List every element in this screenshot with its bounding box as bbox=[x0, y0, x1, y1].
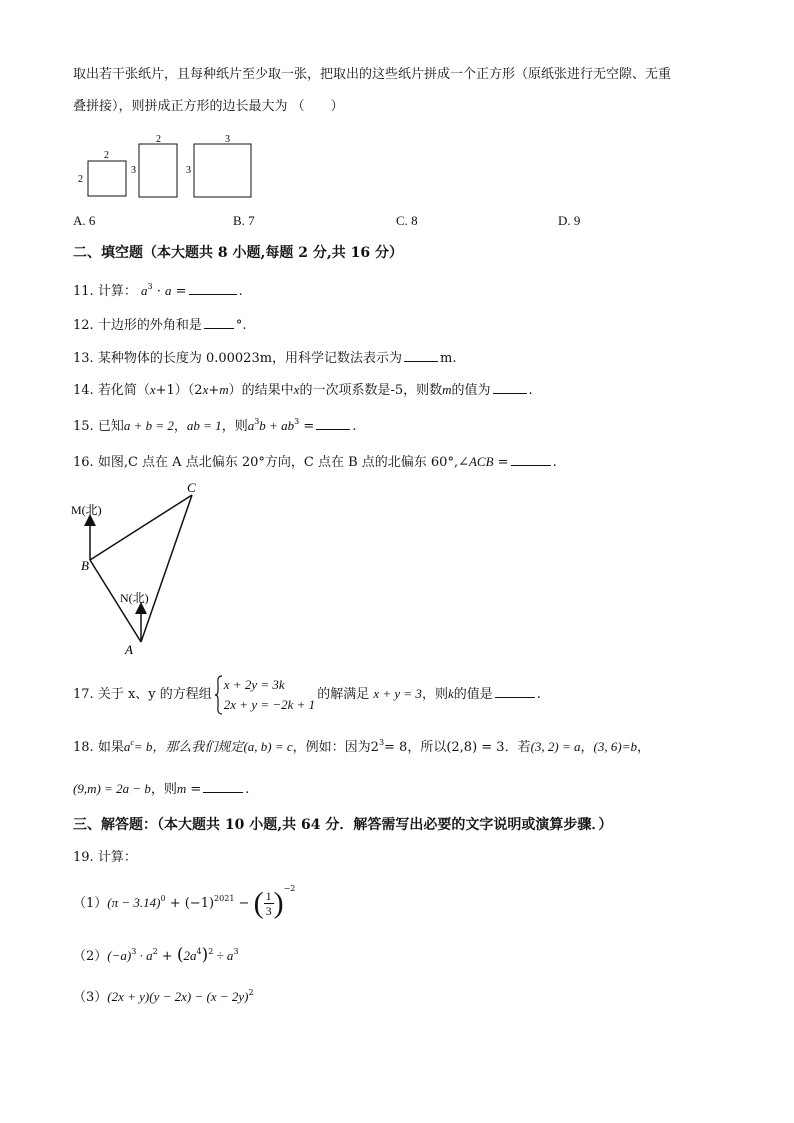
q15-exp-2: 3 bbox=[294, 417, 300, 426]
q11-equals: = bbox=[175, 284, 187, 299]
q18-definition: (a, b) = c bbox=[243, 739, 293, 754]
q18-text-g: ， bbox=[636, 740, 650, 755]
q15-expr-a: a bbox=[247, 418, 255, 433]
rect2-height: 3 bbox=[131, 165, 136, 176]
q17-equation-1: x + 2y = 3k bbox=[223, 676, 285, 692]
q12-unit: °. bbox=[235, 318, 247, 333]
rectangles-figure bbox=[75, 132, 265, 204]
q14-var-x3: x bbox=[293, 382, 300, 397]
q12-number: 12. bbox=[73, 318, 94, 333]
q11-period: . bbox=[238, 284, 243, 299]
q19-part-3 bbox=[73, 987, 254, 1008]
q16-period: . bbox=[552, 455, 557, 470]
point-b-label: B bbox=[81, 558, 89, 573]
q11-exponent: 3 bbox=[147, 282, 153, 291]
direction-triangle-figure bbox=[68, 478, 218, 660]
q19-p2-exp-4: 2 bbox=[208, 947, 214, 956]
q14-text-d: ）的结果中 bbox=[228, 383, 294, 398]
rect2-width: 2 bbox=[156, 134, 161, 145]
side-ac bbox=[141, 495, 192, 642]
question-17 bbox=[73, 674, 541, 715]
q15-text-c: ，则 bbox=[221, 419, 248, 434]
q17-answer-blank[interactable] bbox=[495, 683, 535, 698]
question-15 bbox=[73, 415, 356, 437]
q18-period: . bbox=[245, 782, 250, 797]
q14-text-c: + bbox=[208, 383, 220, 398]
q18-text-c: ，例如：因为 bbox=[292, 740, 371, 755]
q18-text-e: ．若 bbox=[504, 740, 531, 755]
q19-part-3-label: （3） bbox=[73, 990, 108, 1005]
q15-expr-b: b + ab bbox=[259, 418, 295, 433]
q13-answer-blank[interactable] bbox=[404, 347, 438, 362]
rect3-height: 3 bbox=[186, 165, 191, 176]
q19-p1-fraction bbox=[264, 889, 274, 918]
section-3-title: 三、解答题：（本大题共 10 小题,共 64 分．解答需写出必要的文字说明或演算步骤．） bbox=[73, 817, 613, 833]
q16-angle: ∠ACB bbox=[458, 454, 494, 469]
left-paren-icon: ( bbox=[176, 945, 184, 965]
q18-example-result: (2,8) = 3 bbox=[446, 740, 505, 755]
q14-period: . bbox=[528, 383, 533, 398]
q18-text-h: ，则 bbox=[150, 782, 177, 797]
q19-p2-plus: + bbox=[157, 949, 177, 964]
q18-example-base: 2 bbox=[370, 740, 379, 755]
q19-text: 计算： bbox=[97, 850, 137, 865]
q15-condition-1: a + b = 2 bbox=[123, 418, 174, 433]
q18-equals: = bbox=[190, 782, 202, 797]
q14-number: 14. bbox=[73, 383, 94, 398]
q11-number: 11. bbox=[73, 284, 94, 299]
intro-line-2: 叠拼接），则拼成正方形的边长最大为 （ ） bbox=[73, 99, 344, 114]
q17-condition: x + y = 3 bbox=[373, 686, 422, 701]
q19-p1-denominator: 3 bbox=[265, 904, 272, 918]
q17-text-c: ，则 bbox=[421, 687, 448, 702]
side-bc bbox=[90, 495, 192, 560]
q19-p1-exp-2: 2021 bbox=[214, 894, 235, 903]
q19-p2-exp-2: 2 bbox=[152, 947, 158, 956]
q19-part-1-label: （1） bbox=[73, 896, 108, 911]
q19-p1-minus: − bbox=[234, 896, 254, 911]
q13-text: 某种物体的长度为 0.00023m，用科学记数法表示为 bbox=[97, 351, 403, 366]
q18-exp-c: c bbox=[130, 738, 134, 747]
option-b: B. 7 bbox=[233, 213, 255, 228]
question-11 bbox=[73, 280, 243, 302]
q14-var-m2: m bbox=[442, 382, 452, 397]
rect1-height: 2 bbox=[78, 174, 83, 185]
q17-var-k: k bbox=[447, 686, 454, 701]
q19-p2-term-a: (−a) bbox=[107, 948, 132, 963]
q17-period: . bbox=[536, 687, 541, 702]
q13-unit: m. bbox=[440, 351, 457, 366]
q19-p2-exp-1: 3 bbox=[131, 947, 137, 956]
point-c-label: C bbox=[187, 480, 196, 495]
q19-p3-expression: (2x + y)(y − 2x) − (x − 2y) bbox=[107, 989, 249, 1004]
q18-var-m: m bbox=[176, 781, 187, 796]
q17-text-d: 的值是 bbox=[453, 687, 493, 702]
question-12 bbox=[73, 314, 246, 336]
q19-number: 19. bbox=[73, 850, 94, 865]
q15-period: . bbox=[352, 419, 357, 434]
q15-answer-blank[interactable] bbox=[316, 415, 350, 430]
q15-condition-2: ab = 1 bbox=[186, 418, 222, 433]
q16-equals: = bbox=[497, 455, 509, 470]
q14-text-f: 的值为 bbox=[451, 383, 491, 398]
q19-p2-term-b: · a bbox=[136, 948, 153, 963]
q14-answer-blank[interactable] bbox=[493, 379, 527, 394]
q11-base: a bbox=[140, 283, 148, 298]
q14-var-x1: x bbox=[149, 382, 156, 397]
q15-exp-1: 3 bbox=[254, 417, 260, 426]
q18-answer-blank[interactable] bbox=[203, 778, 243, 793]
q19-part-2-label: （2） bbox=[73, 949, 108, 964]
q13-number: 13. bbox=[73, 351, 94, 366]
left-paren-icon: ( bbox=[253, 886, 264, 920]
option-c: C. 8 bbox=[396, 213, 418, 228]
option-d: D. 9 bbox=[558, 213, 581, 228]
q12-answer-blank[interactable] bbox=[204, 314, 234, 329]
q19-p2-term-d: 2a bbox=[183, 948, 197, 963]
question-18-line-2 bbox=[73, 778, 249, 800]
q18-text-b: = b，那么我们规定 bbox=[133, 739, 244, 754]
q15-text-a: 已知 bbox=[97, 419, 124, 434]
q18-text-f: ， bbox=[580, 740, 594, 755]
q19-p2-exp-3: 4 bbox=[196, 947, 202, 956]
q19-p1-numerator: 1 bbox=[265, 889, 272, 903]
square-3x3 bbox=[194, 144, 251, 197]
question-16 bbox=[73, 451, 557, 473]
q18-example-exp: 3 bbox=[378, 738, 385, 747]
q19-part-1 bbox=[73, 885, 295, 922]
north-label-n: N(北) bbox=[120, 591, 149, 605]
q12-text: 十边形的外角和是 bbox=[97, 318, 202, 333]
q18-condition-3: (9,m) = 2a − b bbox=[73, 781, 151, 796]
q14-text-e: 的一次项系数是-5，则数 bbox=[299, 383, 443, 398]
rect-2x3 bbox=[139, 144, 177, 197]
intro-line-1: 取出若干张纸片，且每种纸片至少取一张，把取出的这些纸片拼成一个正方形（原纸张进行无空隙、无重 bbox=[73, 67, 672, 82]
rect3-width: 3 bbox=[225, 134, 230, 145]
q19-p1-term-a: (π − 3.14) bbox=[107, 895, 161, 910]
q16-answer-blank[interactable] bbox=[511, 451, 551, 466]
q17-equation-system bbox=[214, 675, 315, 715]
q18-condition-1: (3, 2) = a bbox=[530, 739, 581, 754]
q18-text-a: 如果 bbox=[97, 740, 124, 755]
option-a: A. 6 bbox=[73, 213, 96, 228]
right-paren-icon: ) bbox=[201, 945, 209, 965]
square-2x2 bbox=[88, 161, 126, 196]
q11-dot: · bbox=[156, 284, 161, 299]
left-brace-icon bbox=[214, 675, 224, 715]
q14-var-x2: x bbox=[202, 382, 209, 397]
q11-text: 计算： bbox=[97, 284, 137, 299]
section-2-title: 二、填空题（本大题共 8 小题,每题 2 分,共 16 分） bbox=[73, 245, 403, 261]
q18-base-a: a bbox=[123, 739, 131, 754]
q18-condition-2: (3, 6)=b bbox=[593, 739, 637, 754]
question-13 bbox=[73, 347, 457, 369]
q19-p2-divide: ÷ a bbox=[213, 948, 234, 963]
q18-number: 18. bbox=[73, 740, 94, 755]
q17-equation-2: 2x + y = −2k + 1 bbox=[223, 696, 316, 712]
q19-p1-term-b: + (−1) bbox=[165, 896, 215, 911]
question-18-line-1 bbox=[73, 737, 650, 758]
q15-equals: = bbox=[303, 419, 315, 434]
q14-text-a: 若化简（ bbox=[97, 383, 150, 398]
q19-part-2 bbox=[73, 945, 239, 967]
q16-number: 16. bbox=[73, 455, 94, 470]
q19-p3-exp-1: 2 bbox=[248, 988, 254, 997]
q17-text-a: 关于 x、y 的方程组 bbox=[97, 687, 212, 702]
q14-text-b: +1）（2 bbox=[155, 383, 203, 398]
q19-p1-exp-1: 0 bbox=[160, 894, 166, 903]
q11-factor: a bbox=[165, 283, 172, 298]
question-14 bbox=[73, 379, 533, 401]
q16-text: 如图,C 点在 A 点北偏东 20°方向，C 点在 B 点的北偏东 60°, bbox=[97, 455, 459, 470]
q11-answer-blank[interactable] bbox=[189, 280, 237, 295]
q15-text-b: ， bbox=[173, 419, 187, 434]
q17-number: 17. bbox=[73, 687, 94, 702]
q19-p1-exp-3: −2 bbox=[283, 884, 296, 893]
q17-text-b: 的解满足 bbox=[317, 687, 370, 702]
q18-text-d: = 8，所以 bbox=[384, 740, 447, 755]
rect1-width: 2 bbox=[104, 150, 109, 161]
right-paren-icon: ) bbox=[273, 886, 284, 920]
q19-p2-exp-5: 3 bbox=[233, 947, 239, 956]
question-19 bbox=[73, 848, 137, 868]
north-label-m: M(北) bbox=[71, 503, 102, 517]
q14-var-m: m bbox=[219, 382, 229, 397]
q15-number: 15. bbox=[73, 419, 94, 434]
point-a-label: A bbox=[125, 642, 133, 657]
